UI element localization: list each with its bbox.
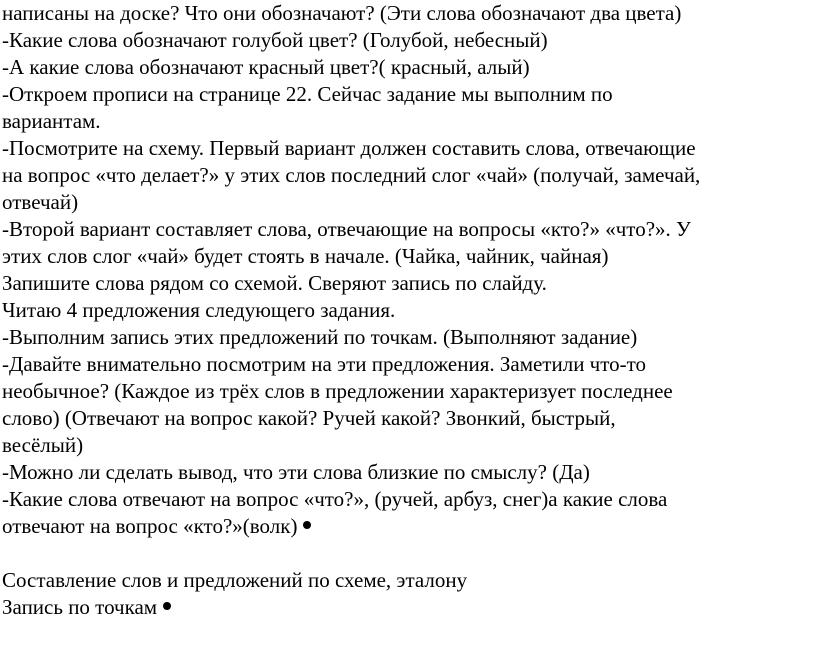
text-line: отвечай) bbox=[2, 190, 79, 214]
text-line-with-bullet bbox=[2, 513, 311, 540]
text-line: -Посмотрите на схему. Первый вариант должен составить слова, отвечающие bbox=[2, 136, 696, 160]
text-line: Запись по точкам bbox=[2, 595, 158, 619]
text-line: отвечают на вопрос «кто?»(волк) bbox=[2, 514, 298, 538]
text-line: -Откроем прописи на странице 22. Сейчас задание мы выполним по bbox=[2, 82, 613, 106]
text-line: -Какие слова отвечают на вопрос «что?», (ручей, арбуз, снег)а какие слова bbox=[2, 487, 668, 511]
text-line: -А какие слова обозначают красный цвет?( красный, алый) bbox=[2, 55, 530, 79]
text-line: вариантам. bbox=[2, 109, 101, 133]
text-line: -Второй вариант составляет слова, отвечающие на вопросы «кто?» «что?». У bbox=[2, 217, 691, 241]
text-line: на вопрос «что делает?» у этих слов последний слог «чай» (получай, замечай, bbox=[2, 163, 701, 187]
text-line: -Выполним запись этих предложений по точкам. (Выполняют задание) bbox=[2, 325, 638, 349]
text-line-with-bullet bbox=[2, 594, 171, 621]
text-line: весёлый) bbox=[2, 433, 84, 457]
text-line: этих слов слог «чай» будет стоять в начале. (Чайка, чайник, чайная) bbox=[2, 244, 609, 268]
text-line: -Какие слова обозначают голубой цвет? (Голубой, небесный) bbox=[2, 28, 548, 52]
text-line: слово) (Отвечают на вопрос какой? Ручей какой? Звонкий, быстрый, bbox=[2, 406, 616, 430]
text-line: Запишите слова рядом со схемой. Сверяют запись по слайду. bbox=[2, 271, 547, 295]
text-line: Читаю 4 предложения следующего задания. bbox=[2, 298, 396, 322]
text-line: -Можно ли сделать вывод, что эти слова близкие по смыслу? (Да) bbox=[2, 460, 590, 484]
text-line: -Давайте внимательно посмотрим на эти предложения. Заметили что-то bbox=[2, 352, 647, 376]
text-line: необычное? (Каждое из трёх слов в предложении характеризует последнее bbox=[2, 379, 673, 403]
text-line: написаны на доске? Что они обозначают? (Эти слова обозначают два цвета) bbox=[2, 1, 682, 25]
text-line: Составление слов и предложений по схеме, эталону bbox=[2, 568, 468, 592]
bullet-icon bbox=[163, 602, 171, 610]
bullet-icon bbox=[303, 521, 311, 529]
